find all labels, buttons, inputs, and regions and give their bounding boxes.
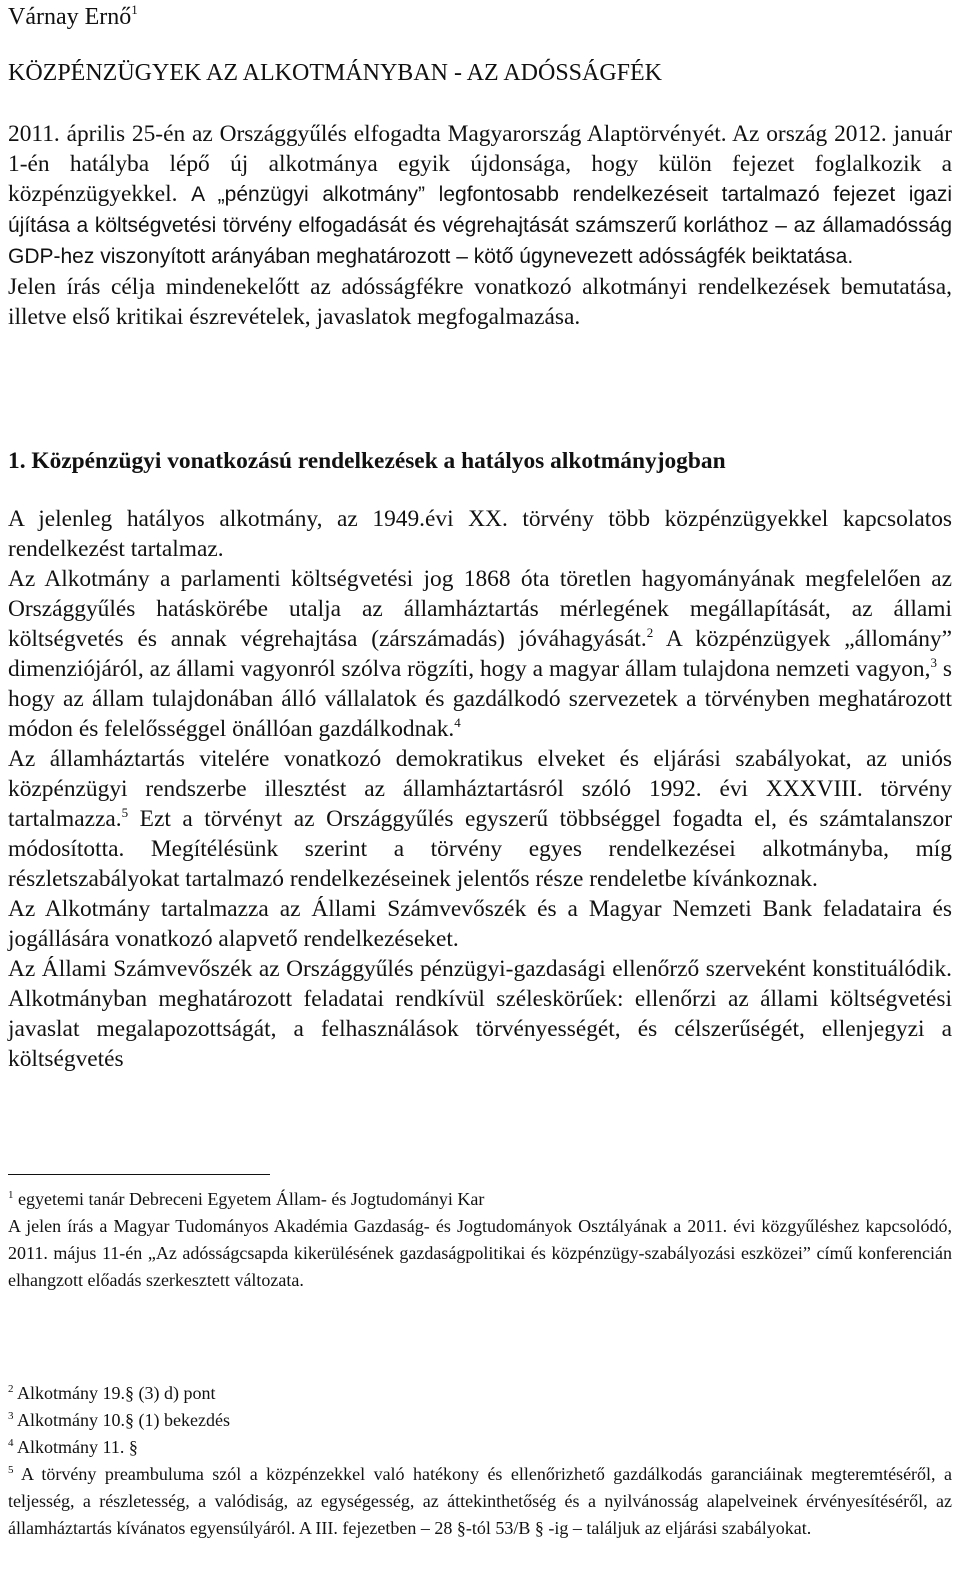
- footnote-ref-1: 1: [131, 2, 138, 17]
- p2-part-a: Az Alkotmány a parlamenti költségvetési jog 1868 óta töretlen hagyományának megfelelően az Országgyűlés hatáskörébe utalja az államháztartás mérlegének megállapítását, az állami költségvetés és annak végrehajtása (zárszámadás) jóváhagyását.: [8, 566, 952, 652]
- footnote-2: [8, 1380, 952, 1407]
- footnote-3: [8, 1407, 952, 1434]
- footnote-1-text: A jelen írás a Magyar Tudományos Akadémia Gazdaság- és Jogtudományok Osztályának a 2011. évi közgyűléshez kapcsolódó, 2011. május 11-én „Az adósságcsapda kikerülésének gazdaságpolitikai és közpénzügy-szabályozási eszközei” című konferencián elhangzott előadás szerkesztett változata.: [8, 1216, 952, 1290]
- footnote-ref-2: 2: [646, 625, 654, 640]
- section-1-paragraph-2: [8, 564, 952, 744]
- section-1-paragraph-4: Az Alkotmány tartalmazza az Állami Számvevőszék és a Magyar Nemzeti Bank feladataira és jogállására vonatkozó alapvető rendelkezéseket.: [8, 896, 952, 952]
- footnote-3-mark: 3: [8, 1410, 14, 1422]
- footnote-1: [8, 1186, 952, 1294]
- footnote-3-text: Alkotmány 10.§ (1) bekezdés: [17, 1410, 230, 1430]
- footnote-1-affiliation: egyetemi tanár Debreceni Egyetem Állam- és Jogtudományi Kar: [18, 1189, 485, 1209]
- footnote-ref-4: 4: [454, 715, 461, 730]
- footnote-1-mark: 1: [8, 1189, 14, 1201]
- footnote-1-line-1: [8, 1186, 952, 1213]
- section-1-paragraph-3: [8, 744, 952, 894]
- p3-part-b: Ezt a törvényt az Országgyűlés egyszerű többséggel fogadta el, és számtalanszor módosította. Megítélésünk szerint a törvény egyes rendelkezései alkotmányba, míg részletszabályokat tartalmazó rendelkezéseinek jelentős része rendeletbe kívánkoznak.: [8, 806, 952, 892]
- section-heading: 1. Közpénzügyi vonatkozású rendelkezések a hatályos alkotmányjogban: [8, 448, 726, 474]
- p2-part-b: A közpénzügyek „állomány” dimenziójáról, az állami vagyonról szólva rögzíti, hogy a magyar állam tulajdona nemzeti vagyon,: [8, 626, 952, 682]
- footnote-4-mark: 4: [8, 1437, 14, 1449]
- p3-part-a: Az államháztartás vitelére vonatkozó demokratikus elveket és eljárási szabályokat, az uniós közpénzügyi rendszerbe illesztést az államháztartásról szóló 1992. évi XXXVIII. törvény tartalmazza.: [8, 746, 952, 832]
- intro-section: [8, 119, 952, 332]
- p2-part-c: s hogy az állam tulajdonában álló vállalatok és gazdálkodó szervezetek a törvényben meghatározott módon és felelősséggel önállóan gazdálkodnak.: [8, 656, 953, 742]
- author-name: Várnay Ernő: [8, 4, 132, 30]
- intro-paragraph-2: Jelen írás célja mindenekelőtt az adósságfékre vonatkozó alkotmányi rendelkezések bemutatása, illetve első kritikai észrevételek, javaslatok megfogalmazása.: [8, 274, 952, 330]
- footnote-2-text: Alkotmány 19.§ (3) d) pont: [17, 1383, 216, 1403]
- footnote-4: [8, 1434, 952, 1461]
- intro-p1-sans: A „pénzügyi alkotmány” legfontosabb rendelkezéseit tartalmazó fejezet igazi újítása a költségvetési törvény elfogadását és végrehajtását számszerű korláthoz – az államadósság GDP-hez viszonyított arányában meghatározott – kötő úgynevezett adósságfék beiktatása.: [8, 183, 952, 268]
- author-line: [8, 2, 138, 31]
- footnote-5-mark: 5: [8, 1464, 14, 1476]
- intro-paragraph-1: [8, 119, 952, 272]
- footnote-4-text: Alkotmány 11. §: [17, 1437, 138, 1457]
- footnote-5-text: A törvény preambuluma szól a közpénzekkel való hatékony és ellenőrizhető gazdálkodás garanciáinak megteremtéséről, a teljesség, a részletesség, a valódiság, az egységesség, az áttekinthetőség és a nyilvánosság alapelveinek érvényesítéséről, az államháztartás kívánatos egyensúlyáról. A III. fejezetben – 28 §-tól 53/B § -ig – találjuk az eljárási szabályokat.: [8, 1464, 952, 1538]
- footnotes-2-4: [8, 1380, 952, 1461]
- footnote-ref-3: 3: [930, 655, 937, 670]
- document-title: KÖZPÉNZÜGYEK AZ ALKOTMÁNYBAN - AZ ADÓSSÁGFÉK: [8, 60, 663, 86]
- footnote-ref-5: 5: [121, 805, 129, 820]
- footnote-5: [8, 1461, 952, 1542]
- section-1-paragraph-5: Az Állami Számvevőszék az Országgyűlés pénzügyi-gazdasági ellenőrző szerveként konstituálódik. Alkotmányban meghatározott feladatai rendkívül széleskörűek: ellenőrzi az állami költségvetési javaslat megalapozottságát, a felhasználások törvényességét, és célszerűségét, ellenjegyzi a költségvetés: [8, 956, 952, 1072]
- section-1-body: [8, 504, 952, 1074]
- footnote-2-mark: 2: [8, 1383, 14, 1395]
- footnote-separator: [8, 1174, 270, 1175]
- section-1-paragraph-1: A jelenleg hatályos alkotmány, az 1949.évi XX. törvény több közpénzügyekkel kapcsolatos rendelkezést tartalmaz.: [8, 506, 952, 562]
- intro-p1-serif: 2011. április 25-én az Országgyűlés elfogadta Magyarország Alaptörvényét. Az ország 2012. január 1-én hatályba lépő új alkotmánya egyik újdonsága, hogy külön fejezet foglalkozik a közpénzügyekkel.: [8, 121, 952, 207]
